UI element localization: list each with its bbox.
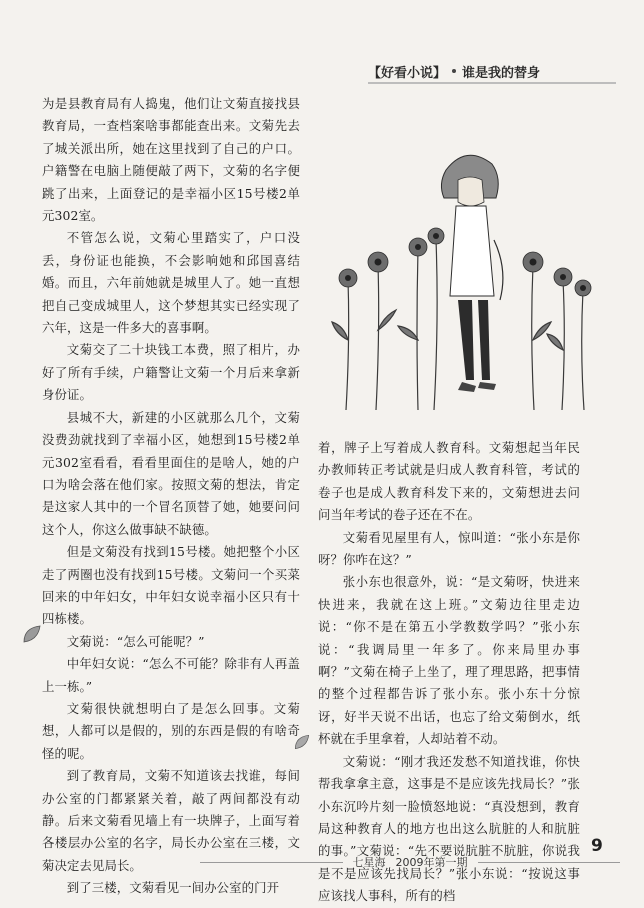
page-number: 9 [591, 836, 603, 856]
issue-label: 2009年第一期 [395, 856, 468, 869]
leaf-icon [20, 622, 44, 646]
page-footer [200, 852, 620, 872]
separator-dot [452, 69, 456, 73]
section-label: 【好看小说】 [368, 65, 447, 81]
paragraph: 为是县教育局有人捣鬼，他们让文菊直接找县教育局，一查档案啥事都能查出来。文菊先去了城关派出所，她在这里找到了自己的户口。户籍警在电脑上随便敲了两下，文菊的名字便跳了出来，上面登记的是幸福小区15号楼2单元302室。 [42, 96, 300, 224]
footer-rule [200, 862, 343, 863]
paragraph: 不管怎么说，文菊心里踏实了，户口没丢，身份证也能换，不会影响她和邱国喜结婚。而且，六年前她就是城里人了。她一直想把自己变成城里人，这个梦想其实已经实现了六年，这是一件多大的喜事啊。 [42, 230, 300, 336]
paragraph: 着，牌子上写着成人教育科。文菊想起当年民办教师转正考试就是归成人教育科管，考试的卷子也是成人教育科发下来的，文菊想进去问问当年考试的卷子还在不在。 [318, 440, 580, 523]
paragraph: 张小东也很意外，说：“是文菊呀，快进来快进来，我就在这上班。”文菊边往里走边说：“你不是在第五小学教数学吗？”张小东说：“我调局里一年多了。你来局里办事啊？”文菊在椅子上坐了，理了理思路，把事情的整个过程都告诉了张小东。张小东十分惊讶，好半天说不出话，也忘了给文菊倒水，纸杯就在手里拿着，人却站着不动。 [318, 574, 580, 747]
paragraph: 到了教育局，文菊不知道该去找谁，每间办公室的门都紧紧关着，敲了两间都没有动静。后来文菊看见墙上有一块牌子，上面写着各楼层办公室的名字，局长办公室在三楼，文菊决定去见局长。 [42, 768, 300, 873]
leaf-icon [292, 732, 312, 752]
right-text-column [318, 437, 580, 908]
footer-rule [478, 862, 621, 863]
paragraph: 文菊看见屋里有人，惊叫道：“张小东是你呀？你咋在这？” [318, 529, 580, 568]
magazine-name: 七星海 [352, 856, 386, 869]
paragraph: 县城不大，新建的小区就那么几个，文菊没费劲就找到了幸福小区，她想到15号楼2单元302室看看，看看里面住的是啥人，她的户口为啥会落在他们家。按照文菊的想法，肯定是这家人其中的一个冒名顶替了她，她要问问这个人，你这么做事缺不缺德。 [42, 409, 300, 537]
section-header [368, 60, 616, 84]
paragraph: 文菊说：“刚才我还发愁不知道找谁，你快帮我拿拿主意，这事是不是应该先找局长？”张小东沉吟片刻一脸愤怒地说：“真没想到，教育局这种教育人的地方也出这么肮脏的人和肮脏的事。”文菊说：“先不要说肮脏不肮脏，你说我是不是应该先找局长？”张小东说：“按说这事应该找人事科，所有的档 [318, 753, 580, 904]
paragraph: 文菊交了二十块钱工本费，照了相片，办好了所有手续，户籍警让文菊一个月后来拿新身份证。 [42, 342, 300, 403]
paragraph: 文菊很快就想明白了是怎么回事。文菊想，人都可以是假的，别的东西是假的有啥奇怪的呢。 [42, 700, 300, 761]
paragraph: 但是文菊没有找到15号楼。她把整个小区走了两圈也没有找到15号楼。文菊问一个买菜回来的中年妇女，中年妇女说幸福小区只有十四栋楼。 [42, 544, 300, 627]
paragraph: 文菊说：“怎么可能呢？” [66, 633, 205, 649]
illustration-girl-with-flowers [318, 140, 598, 420]
left-text-column [42, 93, 300, 900]
paragraph: 到了三楼，文菊看见一间办公室的门开 [66, 880, 280, 896]
story-title: 谁是我的替身 [462, 65, 541, 81]
paragraph: 中年妇女说：“怎么不可能？除非有人再盖上一栋。” [42, 656, 300, 694]
